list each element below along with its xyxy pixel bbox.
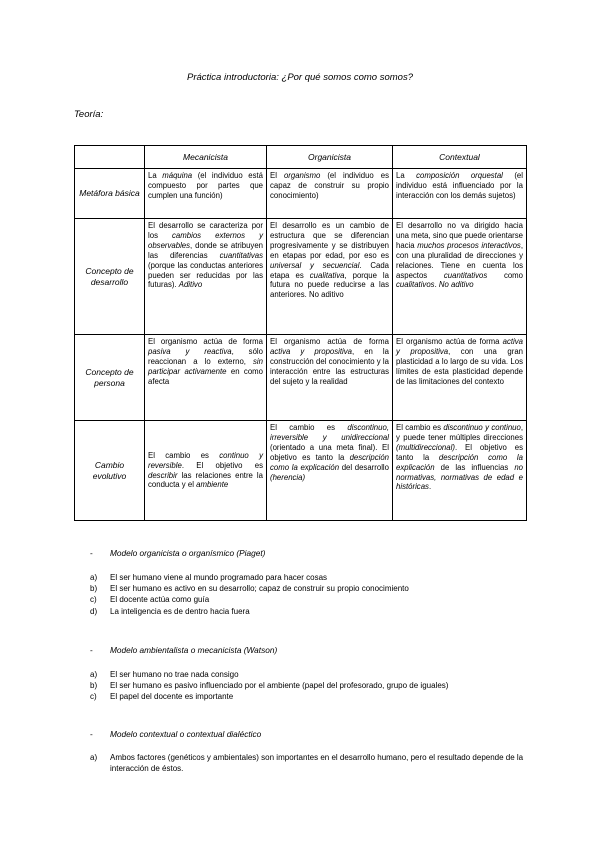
italic-run: descripción como la explicación [270,452,389,472]
list-ambientalista [90,669,530,703]
italic-run: sin participar activamente [148,356,263,376]
list-organicista [90,572,530,617]
row-label: Concepto de persona [75,335,145,421]
list-contextual [90,752,530,774]
comparison-table [74,145,527,521]
table-cell: La máquina (el individuo está compuesto por partes que cumplen una función) [145,169,267,219]
list-item: b) El ser humano es activo en su desarrollo; capaz de construir su propio conocimiento [90,584,409,594]
table-cell: El desarrollo se caracteriza por los cambios externos y observables, donde se atribuyen las diferencias cuantitativas (porque las conductas anteriores pueden ser reducidas por las futuras). Aditivo [145,219,267,335]
italic-run: (multidireccional) [396,442,455,452]
page-title: Práctica introductoria: ¿Por qué somos como somos? [187,72,413,83]
italic-run: pasiva y reactiva [148,346,232,356]
italic-run: universal y secuencial [270,260,360,270]
table-cell: El organismo (el individuo es capaz de construir su propio conocimiento) [267,169,393,219]
italic-run: (herencia) [270,472,306,482]
row-label: Metáfora básica [75,169,145,219]
table-cell: El cambio es continuo y reversible. El objetivo es describir las relaciones entre la conducta y el ambiente [145,421,267,521]
italic-run: máquina [162,171,193,180]
table-header-row [75,146,527,169]
table-cell: El desarrollo no va dirigido hacia una meta, sino que puede orientarse hacia muchos procesos interactivos, con una pluralidad de direcciones y relaciones. Tiene en cuenta los aspectos cuantitativos como cualitativos. No aditivo [393,219,527,335]
row-label: Cambio evolutivo [75,421,145,521]
table-cell: El organismo actúa de forma activa y propositiva, con una gran plasticidad a lo largo de su vida. Los límites de esta plasticidad depende de las limitaciones del contexto [393,335,527,421]
table-cell: El desarrollo es un cambio de estructura que se diferencian progresivamente y se distribuyen en etapas por edad, por eso es universal y secuencial. Cada etapa es cualitativa, porque la futura no puede reducirse a las anteriores. No aditivo [267,219,393,335]
header-mecanicista: Mecanicista [145,146,267,169]
italic-run: cuantitativos [443,270,488,280]
list-item: a) Ambos factores (genéticos y ambientales) son importantes en el desarrollo humano, pero el resultado depende de la interacción de éstos. [90,753,524,774]
italic-run: no normativas, normativas de edad e históricas [396,462,523,492]
italic-run: cuantitativas [219,250,263,260]
table-row [75,335,527,421]
italic-run: continuo y reversible [148,450,263,470]
italic-run: activa y propositiva [270,346,353,356]
italic-run: descripción como la explicación [396,452,523,472]
table-cell: El cambio es discontinuo, irreversible y unidireccional (orientado a una meta final). El objetivo es tanto la descripción como la explicación del desarrollo (herencia) [267,421,393,521]
list-item: c) El papel del docente es importante [90,692,234,702]
header-contextual: Contextual [393,146,527,169]
section-heading-contextual: - Modelo contextual o contextual dialéctico [90,729,262,739]
italic-run: describir [148,470,178,480]
italic-run: cambios externos y observables [148,230,263,250]
italic-run: discontinuo y continuo [443,423,521,432]
section-heading-ambientalista: - Modelo ambientalista o mecanicista (Watson) [90,645,278,655]
row-label: Concepto de desarrollo [75,219,145,335]
section-heading-organicista: - Modelo organicista o organísmico (Piaget) [90,548,266,558]
table-cell: El cambio es discontinuo y continuo, y puede tener múltiples direcciones (multidireccional). El objetivo es tanto la descripción como la explicación de las influencias no normativas, normativas de edad e históricas. [393,421,527,521]
italic-run: cualitativos [396,280,435,290]
italic-run: cualitativa [309,270,345,280]
list-item: a) El ser humano viene al mundo programado para hacer cosas [90,573,328,582]
table-row [75,169,527,219]
italic-run: No aditivo [438,280,474,290]
table-cell: El organismo actúa de forma pasiva y reactiva, sólo reaccionan a lo externo, sin participar activamente en como afecta [145,335,267,421]
list-item: c) El docente actúa como guía [90,595,210,605]
table-cell: El organismo actúa de forma activa y propositiva, en la construcción del conocimiento y la interacción entre las estructuras del sujeto y la realidad [267,335,393,421]
list-item: b) El ser humano es pasivo influenciado por el ambiente (papel del profesorado, grupo de iguales) [90,681,449,691]
list-item: a) El ser humano no trae nada consigo [90,670,239,679]
theory-label: Teoría: [74,109,104,120]
italic-run: Aditivo [178,280,203,290]
header-empty-cell [75,146,145,169]
table-row [75,219,527,335]
table-cell: La composición orquestal (el individuo está influenciado por la interacción con los demás sujetos) [393,169,527,219]
italic-run: composición orquestal [416,171,503,180]
italic-run: activa y propositiva [396,337,523,356]
list-item: d) La inteligencia es de dentro hacia fuera [90,606,250,616]
header-organicista: Organicista [267,146,393,169]
italic-run: discontinuo, irreversible y unidireccional [270,423,389,442]
italic-run: organismo [283,171,321,180]
italic-run: muchos procesos interactivos [417,240,521,250]
italic-run: ambiente [196,480,229,490]
table-row [75,421,527,521]
